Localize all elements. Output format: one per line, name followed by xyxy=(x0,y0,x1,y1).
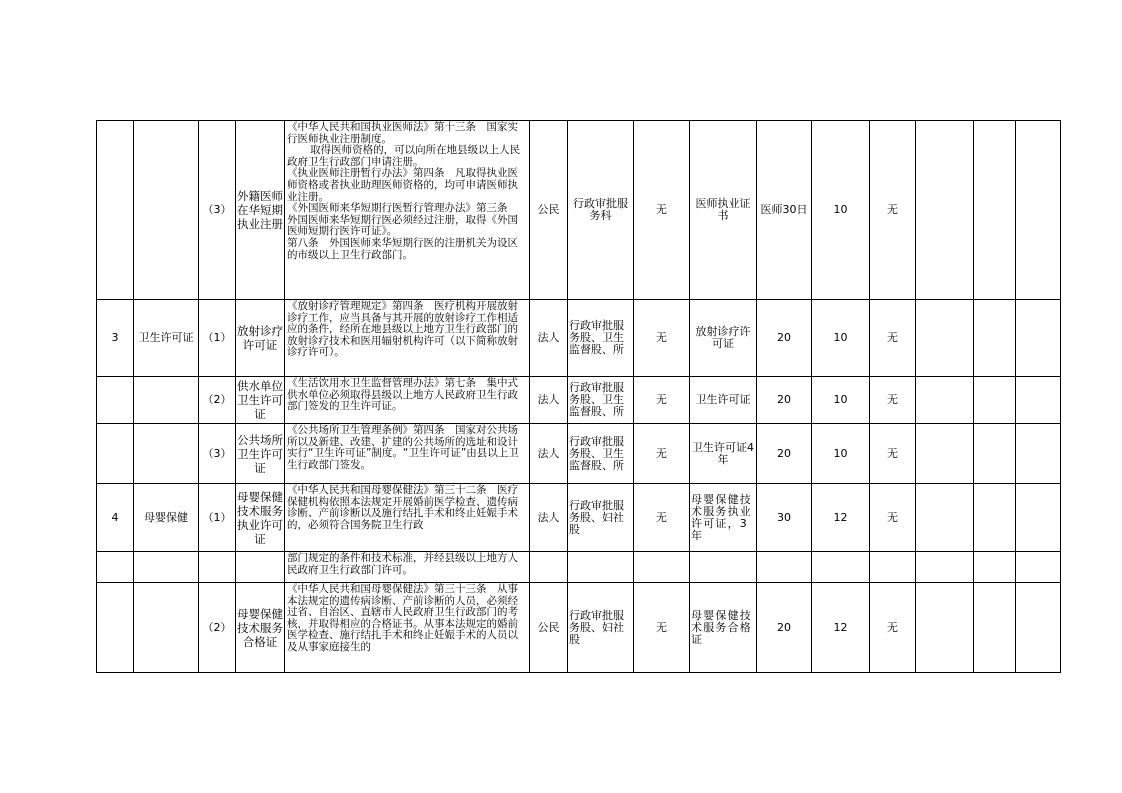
legal-basis-line: 《外国医师来华短期行医暂行管理办法》第三条 外国医师来华短期行医必须经过注册，取得《外国医师短期行医许可证》。 xyxy=(287,202,518,238)
statutory-time-cell: 20 xyxy=(757,377,812,424)
empty-cell xyxy=(974,121,1016,300)
fee-cell: 无 xyxy=(634,121,690,300)
promised-time-cell: 10 xyxy=(812,121,870,300)
applicant-type-cell xyxy=(530,552,568,583)
category-cell xyxy=(134,552,199,583)
approval-items-table xyxy=(96,120,1061,673)
department-cell: 行政审批服务科 xyxy=(568,121,634,300)
seq-cell xyxy=(97,121,134,300)
empty-cell xyxy=(1016,300,1061,377)
empty-cell xyxy=(1016,484,1061,552)
category-cell: 母婴保健 xyxy=(134,484,199,552)
statutory-time-cell xyxy=(757,552,812,583)
fee-cell: 无 xyxy=(634,377,690,424)
seq-cell: 4 xyxy=(97,484,134,552)
legal-basis-cell xyxy=(285,377,530,424)
applicant-type-cell: 法人 xyxy=(530,484,568,552)
certificate-cell: 卫生许可证 xyxy=(690,377,757,424)
table-row xyxy=(97,121,1061,300)
fee-cell: 无 xyxy=(634,484,690,552)
certificate-cell xyxy=(690,552,757,583)
category-cell xyxy=(134,121,199,300)
certificate-cell: 母婴保健技术服务合格证 xyxy=(690,583,757,673)
seq-cell xyxy=(97,552,134,583)
seq-cell xyxy=(97,583,134,673)
table-row xyxy=(97,552,1061,583)
legal-basis-line: 部门规定的条件和技术标准，并经县级以上地方人民政府卫生行政部门许可。 xyxy=(287,552,518,576)
item-name-cell: 外籍医师在华短期执业注册 xyxy=(236,121,285,300)
department-cell xyxy=(568,552,634,583)
approval-items-sheet xyxy=(96,120,1061,673)
legal-basis-cell xyxy=(285,424,530,484)
condition-cell xyxy=(870,552,916,583)
fee-cell: 无 xyxy=(634,424,690,484)
certificate-cell: 放射诊疗许可证 xyxy=(690,300,757,377)
certificate-cell: 母婴保健技术服务执业许可证，3年 xyxy=(690,484,757,552)
certificate-cell: 医师执业证书 xyxy=(690,121,757,300)
item-name-cell: 放射诊疗许可证 xyxy=(236,300,285,377)
empty-cell xyxy=(1016,377,1061,424)
empty-cell xyxy=(1016,121,1061,300)
department-cell: 行政审批服务股、卫生监督股、所 xyxy=(568,424,634,484)
legal-basis-cell xyxy=(285,583,530,673)
legal-basis-line: 《放射诊疗管理规定》第四条 医疗机构开展放射诊疗工作，应当具备与其开展的放射诊疗工作相适应的条件，经所在地县级以上地方卫生行政部门的放射诊疗技术和医用辐射机构许可（以下简称放射诊疗许可）。 xyxy=(287,300,518,359)
condition-cell: 无 xyxy=(870,300,916,377)
promised-time-cell: 10 xyxy=(812,377,870,424)
category-cell: 卫生许可证 xyxy=(134,300,199,377)
legal-basis-line: 《生活饮用水卫生监督管理办法》第七条 集中式供水单位必须取得县级以上地方人民政府卫生行政部门签发的卫生许可证。 xyxy=(287,377,518,413)
statutory-time-cell: 医师30日 xyxy=(757,121,812,300)
condition-cell: 无 xyxy=(870,377,916,424)
applicant-type-cell: 法人 xyxy=(530,424,568,484)
empty-cell xyxy=(916,300,974,377)
empty-cell xyxy=(974,484,1016,552)
condition-cell: 无 xyxy=(870,583,916,673)
department-cell: 行政审批服务股、卫生监督股、所 xyxy=(568,300,634,377)
condition-cell: 无 xyxy=(870,484,916,552)
item-name-cell: 母婴保健技术服务执业许可证 xyxy=(236,484,285,552)
seq-cell xyxy=(97,424,134,484)
empty-cell xyxy=(974,377,1016,424)
item-name-cell: 公共场所卫生许可证 xyxy=(236,424,285,484)
applicant-type-cell: 法人 xyxy=(530,377,568,424)
sub-index-cell xyxy=(199,552,236,583)
category-cell xyxy=(134,377,199,424)
department-cell: 行政审批服务股、妇社股 xyxy=(568,583,634,673)
promised-time-cell xyxy=(812,552,870,583)
legal-basis-line: 《中华人民共和国母婴保健法》第三十二条 医疗保健机构依照本法规定开展婚前医学检查、遗传病诊断、产前诊断以及施行结扎手术和终止妊娠手术的，必须符合国务院卫生行政 xyxy=(287,484,518,531)
sub-index-cell: （1） xyxy=(199,484,236,552)
empty-cell xyxy=(1016,552,1061,583)
empty-cell xyxy=(916,484,974,552)
certificate-cell: 卫生许可证4年 xyxy=(690,424,757,484)
category-cell xyxy=(134,424,199,484)
promised-time-cell: 12 xyxy=(812,484,870,552)
legal-basis-cell xyxy=(285,121,530,300)
empty-cell xyxy=(916,121,974,300)
promised-time-cell: 10 xyxy=(812,424,870,484)
sub-index-cell: （1） xyxy=(199,300,236,377)
legal-basis-line: 《中华人民共和国执业医师法》第十三条 国家实行医师执业注册制度。 xyxy=(287,121,518,145)
empty-cell xyxy=(974,552,1016,583)
legal-basis-cell xyxy=(285,484,530,552)
legal-basis-line: 取得医师资格的，可以向所在地县级以上人民政府卫生行政部门申请注册。 xyxy=(287,144,521,168)
table-row xyxy=(97,377,1061,424)
statutory-time-cell: 20 xyxy=(757,583,812,673)
fee-cell xyxy=(634,552,690,583)
condition-cell: 无 xyxy=(870,424,916,484)
applicant-type-cell: 法人 xyxy=(530,300,568,377)
statutory-time-cell: 20 xyxy=(757,424,812,484)
empty-cell xyxy=(974,424,1016,484)
statutory-time-cell: 20 xyxy=(757,300,812,377)
legal-basis-cell xyxy=(285,300,530,377)
empty-cell xyxy=(916,424,974,484)
empty-cell xyxy=(1016,583,1061,673)
seq-cell xyxy=(97,377,134,424)
empty-cell xyxy=(916,377,974,424)
applicant-type-cell: 公民 xyxy=(530,583,568,673)
statutory-time-cell: 30 xyxy=(757,484,812,552)
table-row xyxy=(97,484,1061,552)
empty-cell xyxy=(974,300,1016,377)
legal-basis-line: 《中华人民共和国母婴保健法》第三十三条 从事本法规定的遗传病诊断、产前诊断的人员，必须经过省、自治区、直辖市人民政府卫生行政部门的考核，并取得相应的合格证书。从事本法规定的婚前医学检查、施行结扎手术和终止妊娠手术的人员以及从事家庭接生的 xyxy=(287,583,518,653)
department-cell: 行政审批服务股、卫生监督股、所 xyxy=(568,377,634,424)
promised-time-cell: 12 xyxy=(812,583,870,673)
condition-cell: 无 xyxy=(870,121,916,300)
sub-index-cell: （3） xyxy=(199,121,236,300)
table-row xyxy=(97,583,1061,673)
empty-cell xyxy=(974,583,1016,673)
seq-cell: 3 xyxy=(97,300,134,377)
legal-basis-line: 《执业医师注册暂行办法》第四条 凡取得执业医师资格或者执业助理医师资格的，均可申请医师执业注册。 xyxy=(287,167,518,203)
category-cell xyxy=(134,583,199,673)
empty-cell xyxy=(916,583,974,673)
table-row xyxy=(97,424,1061,484)
item-name-cell: 母婴保健技术服务合格证 xyxy=(236,583,285,673)
promised-time-cell: 10 xyxy=(812,300,870,377)
sub-index-cell: （3） xyxy=(199,424,236,484)
legal-basis-line: 第八条 外国医师来华短期行医的注册机关为设区的市级以上卫生行政部门。 xyxy=(287,236,518,261)
empty-cell xyxy=(1016,424,1061,484)
table-row xyxy=(97,300,1061,377)
item-name-cell xyxy=(236,552,285,583)
legal-basis-line: 《公共场所卫生管理条例》第四条 国家对公共场所以及新建、改建、扩建的公共场所的选址和设计实行“卫生许可证”制度。“卫生许可证”由县以上卫生行政部门签发。 xyxy=(287,424,519,471)
empty-cell xyxy=(916,552,974,583)
sub-index-cell: （2） xyxy=(199,583,236,673)
sub-index-cell: （2） xyxy=(199,377,236,424)
department-cell: 行政审批服务股、妇社股 xyxy=(568,484,634,552)
fee-cell: 无 xyxy=(634,583,690,673)
applicant-type-cell: 公民 xyxy=(530,121,568,300)
legal-basis-cell xyxy=(285,552,530,583)
fee-cell: 无 xyxy=(634,300,690,377)
item-name-cell: 供水单位卫生许可证 xyxy=(236,377,285,424)
